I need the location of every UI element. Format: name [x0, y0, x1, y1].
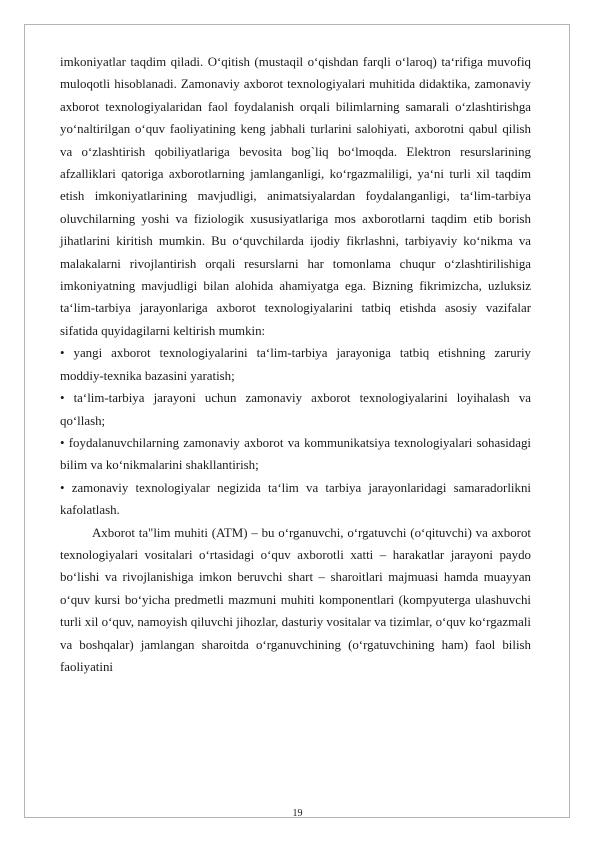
bullet-item: • ta‘lim-tarbiya jarayoni uchun zamonaviy axborot texnologiyalarini loyihalash va qo‘llash;: [60, 391, 531, 428]
bullet-item: • zamonaviy texnologiyalar negizida ta‘lim va tarbiya jarayonlaridagi samaradorlikni kafolatlash.: [60, 480, 531, 518]
page-number: 19: [292, 808, 303, 819]
body-paragraph: Axborot ta"lim muhiti (ATM) – bu o‘rganuvchi, o‘rgatuvchi (o‘qituvchi) va axborot texnologiyalari vositalari o‘rtasidagi o‘quv axborotli xatti – harakatlar jarayoni paydo bo‘lishi va rivojlanishiga imkon beruvchi shart – sharoitlari majmuasi hamda muayyan o‘quv kursi bo‘yicha predmetli mazmuni muhiti komponentlari (kompyuterga ulashuvchi turli xil o‘quv, namoyish qiluvchi jihozlar, dasturiy vositalar va tizimlar, o‘quv ko‘rgazmali va boshqalar) jamlangan sharoitda o‘rganuvchining (o‘rgatuvchining ham) faol bilish faoliyatini: [60, 525, 531, 674]
page-body: [60, 51, 531, 678]
body-paragraph: imkoniyatlar taqdim qiladi. O‘qitish (mustaqil o‘qishdan farqli o‘laroq) ta‘rifiga muvofiq muloqotli hisoblanadi. Zamonaviy axborot texnologiyalari muhitida didaktika, zamonaviy axborot texnologiyalaridan faol foydalanish orqali bilimlarning samarali o‘zlashtirishga yo‘naltirilgan o‘quv faoliyatining keng jabhali turlarini salohiyati, axborotni qabul qilish va o‘zlashtirish qobiliyatlariga bevosita bog`liq bo‘lmoqda. Elektron resurslarining afzalliklari qatoriga axborotlarning jamlanganligi, ko‘rgazmaliligi, ya‘ni turli xil taqdim etish imkoniyatlarining mavjudligi, animatsiyalardan foydalanganligi, ta‘lim-tarbiya oluvchilarning yoshi va fiziologik xususiyatlariga mos axborotlarni taqdim etib borish jihatlarini kiritish mumkin. Bu o‘quvchilarda ijodiy fikrlashni, tarbiyaviy ko‘nikma va malakalarni rivojlantirish orqali resurslarni har tomonlama chuqur o‘zlashtirilishiga imkoniyatning mavjudligi bilan alohida ahamiyatga ega. Bizning fikrimizcha, uzluksiz ta‘lim-tarbiya jarayonlariga axborot texnologiyalarini tatbiq etishda asosiy vazifalar sifatida quyidagilarni keltirish mumkin:: [60, 55, 531, 338]
bullet-item: • yangi axborot texnologiyalarini ta‘lim-tarbiya jarayoniga tatbiq etishning zaruriy moddiy-texnika bazasini yaratish;: [60, 346, 531, 383]
bullet-item: • foydalanuvchilarning zamonaviy axborot va kommunikatsiya texnologiyalari sohasidagi bilim va ko‘nikmalarini shakllantirish;: [60, 435, 531, 473]
